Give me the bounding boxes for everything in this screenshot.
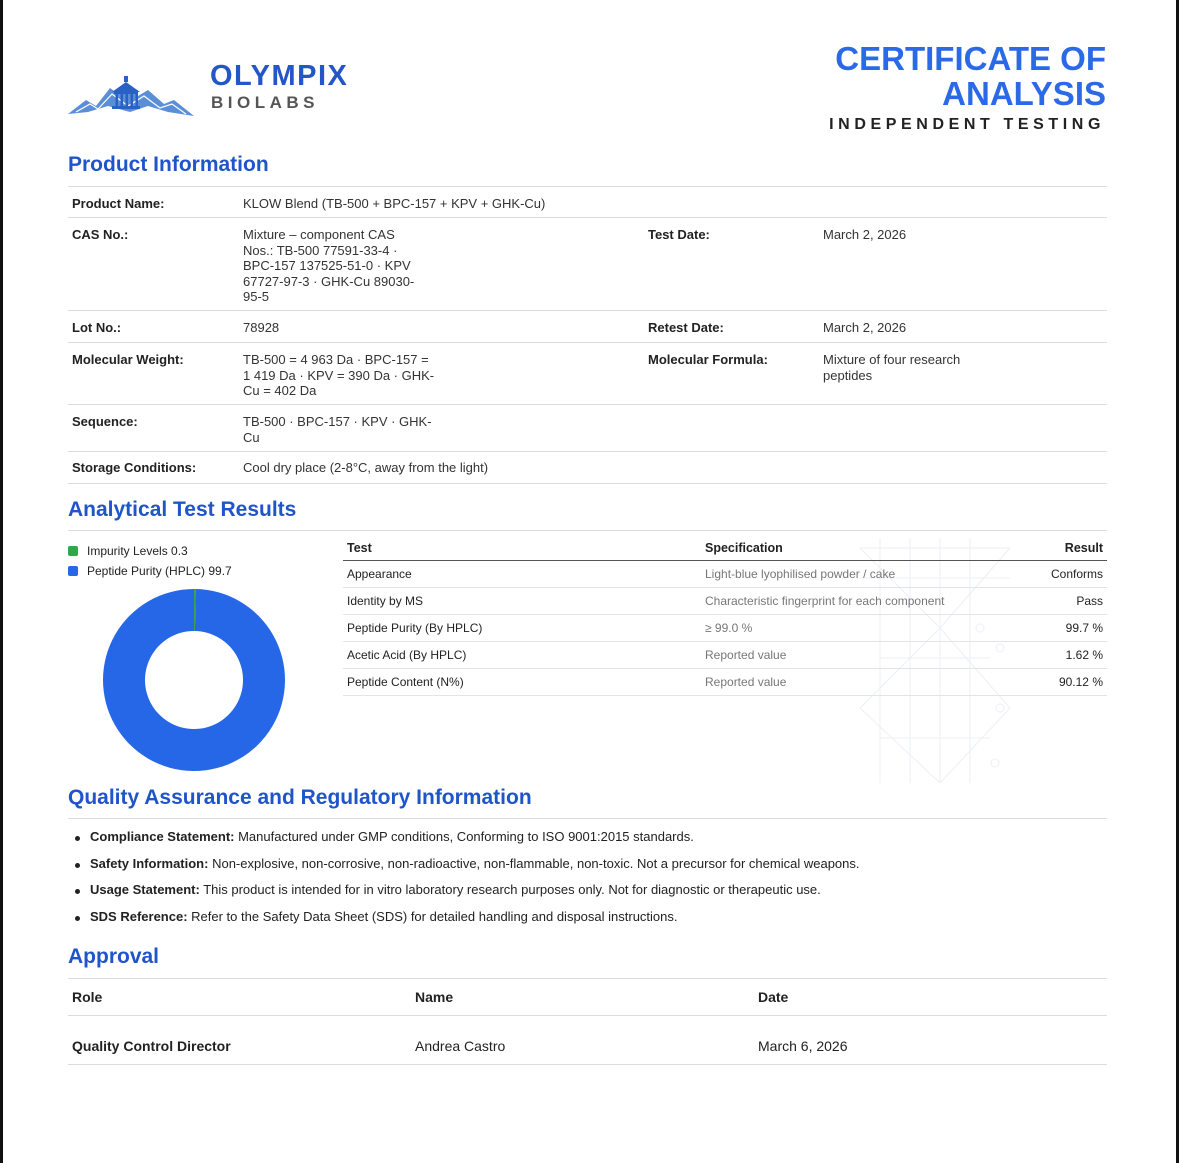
qa-list (72, 829, 860, 935)
mw-line: 1 419 Da · KPV = 390 Da · GHK- (243, 367, 435, 383)
spec-cell: ≥ 99.0 % (701, 615, 1028, 642)
product-name-label: Product Name: (72, 196, 165, 211)
qa-item-text: Manufactured under GMP conditions, Conforming to ISO 9001:2015 standards. (234, 829, 694, 844)
retest-date-value: March 2, 2026 (823, 320, 907, 335)
test-cell: Peptide Purity (By HPLC) (343, 615, 701, 642)
molecular-formula-value (823, 352, 960, 383)
role-header: Role (72, 989, 103, 1005)
cas-line: 67727-97-3 · GHK-Cu 89030- (243, 273, 415, 289)
molecular-weight-row (68, 342, 1107, 404)
approver-name: Andrea Castro (415, 1038, 506, 1054)
mw-line: Cu = 402 Da (243, 383, 317, 398)
product-name-value: KLOW Blend (TB-500 + BPC-157 + KPV + GHK-Cu) (243, 196, 546, 211)
legend-item-impurity (68, 541, 232, 561)
retest-date-label: Retest Date: (648, 320, 724, 335)
seq-line: TB-500 · BPC-157 · KPV · GHK- (243, 414, 432, 429)
brand-name: OLYMPIX (210, 60, 349, 92)
list-item (72, 909, 860, 936)
test-date-value: March 2, 2026 (823, 227, 907, 242)
test-cell: Acetic Acid (By HPLC) (343, 642, 701, 669)
molecular-weight-value (243, 352, 434, 399)
result-cell: 1.62 % (1028, 642, 1107, 669)
sequence-row (68, 404, 1107, 451)
cas-value (243, 227, 414, 305)
col-spec-header: Specification (701, 535, 1028, 561)
purity-donut-chart (102, 588, 286, 772)
mountain-temple-logo-icon (68, 62, 196, 122)
table-row (343, 615, 1107, 642)
cas-line: Nos.: TB-500 77591-33-4 · (243, 242, 398, 258)
mw-line: TB-500 = 4 963 Da · BPC-157 = (243, 352, 429, 367)
qa-item-label: Usage Statement: (90, 882, 200, 897)
results-table (343, 535, 1107, 696)
cas-line: 95-5 (243, 289, 270, 304)
table-row (343, 588, 1107, 615)
donut-slice-peptide-purity-hplc (103, 589, 285, 771)
mf-line: peptides (823, 367, 873, 383)
results-header-row (343, 535, 1107, 561)
qa-heading: Quality Assurance and Regulatory Information (68, 786, 532, 809)
brand-subtitle: BIOLABS (211, 93, 319, 112)
certificate-title-line2: ANALYSIS (942, 75, 1106, 112)
certificate-title-line1: CERTIFICATE OF (835, 40, 1106, 77)
legend-label: Peptide Purity (HPLC) 99.7 (87, 564, 232, 578)
qa-item-text: Non-explosive, non-corrosive, non-radioactive, non-flammable, non-toxic. Not a precursor for chemical weapons. (208, 855, 860, 871)
analytical-divider (68, 530, 1107, 531)
spec-cell: Light-blue lyophilised powder / cake (701, 561, 1028, 588)
molecular-weight-label: Molecular Weight: (72, 352, 184, 367)
lot-row (68, 310, 1107, 342)
lot-label: Lot No.: (72, 320, 122, 335)
product-name-row (68, 186, 1107, 217)
cas-row (68, 217, 1107, 310)
name-header: Name (415, 989, 454, 1005)
result-cell: 90.12 % (1028, 669, 1107, 696)
sequence-value (243, 414, 432, 445)
approval-row (68, 1016, 1107, 1065)
spec-cell: Reported value (701, 669, 1028, 696)
chart-legend (68, 541, 232, 581)
approval-header-row (68, 978, 1107, 1016)
test-cell: Identity by MS (343, 588, 701, 615)
col-result-header: Result (1028, 535, 1107, 561)
table-row (343, 642, 1107, 669)
approval-table (68, 978, 1107, 1065)
result-cell: Pass (1028, 588, 1107, 615)
qa-item-label: Safety Information: (90, 855, 209, 871)
table-row (343, 669, 1107, 696)
table-row (343, 561, 1107, 588)
cas-line: Mixture – component CAS (243, 227, 395, 242)
qa-item-label: Compliance Statement: (90, 829, 235, 844)
test-cell: Peptide Content (N%) (343, 669, 701, 696)
qa-divider (68, 818, 1107, 819)
qa-item-text: Refer to the Safety Data Sheet (SDS) for detailed handling and disposal instructions. (187, 908, 678, 924)
molecular-formula-label: Molecular Formula: (648, 352, 768, 367)
spec-cell: Reported value (701, 642, 1028, 669)
list-item (72, 829, 860, 856)
cas-line: BPC-157 137525-51-0 · KPV (243, 258, 411, 273)
frame-left-border (0, 0, 3, 1163)
lot-value: 78928 (243, 320, 280, 335)
result-cell: 99.7 % (1028, 615, 1107, 642)
mf-line: Mixture of four research (823, 352, 961, 367)
approval-heading: Approval (68, 945, 160, 968)
sequence-label: Sequence: (72, 414, 138, 429)
certificate-subtitle: INDEPENDENT TESTING (829, 116, 1105, 133)
list-item (72, 882, 860, 909)
col-test-header: Test (343, 535, 701, 561)
result-cell: Conforms (1028, 561, 1107, 588)
date-header: Date (758, 989, 789, 1005)
legend-swatch-blue (68, 566, 78, 576)
seq-line: Cu (243, 429, 260, 445)
analytical-heading: Analytical Test Results (68, 498, 297, 521)
cas-label: CAS No.: (72, 227, 129, 242)
product-info-heading: Product Information (68, 153, 269, 176)
storage-value: Cool dry place (2-8°C, away from the light) (243, 460, 489, 475)
test-cell: Appearance (343, 561, 701, 588)
spec-cell: Characteristic fingerprint for each component (701, 588, 1028, 615)
storage-label: Storage Conditions: (72, 460, 197, 475)
legend-label: Impurity Levels 0.3 (87, 544, 188, 558)
qa-item-text: This product is intended for in vitro laboratory research purposes only. Not for diagnostic or therapeutic use. (199, 882, 821, 897)
product-info-table (68, 186, 1107, 484)
list-item (72, 856, 860, 883)
approval-date: March 6, 2026 (758, 1038, 848, 1054)
legend-swatch-green (68, 546, 78, 556)
approver-role: Quality Control Director (72, 1038, 231, 1054)
qa-item-label: SDS Reference: (90, 908, 188, 924)
legend-item-purity (68, 561, 232, 581)
storage-row (68, 451, 1107, 484)
certificate-title (746, 41, 1106, 111)
test-date-label: Test Date: (648, 227, 710, 242)
